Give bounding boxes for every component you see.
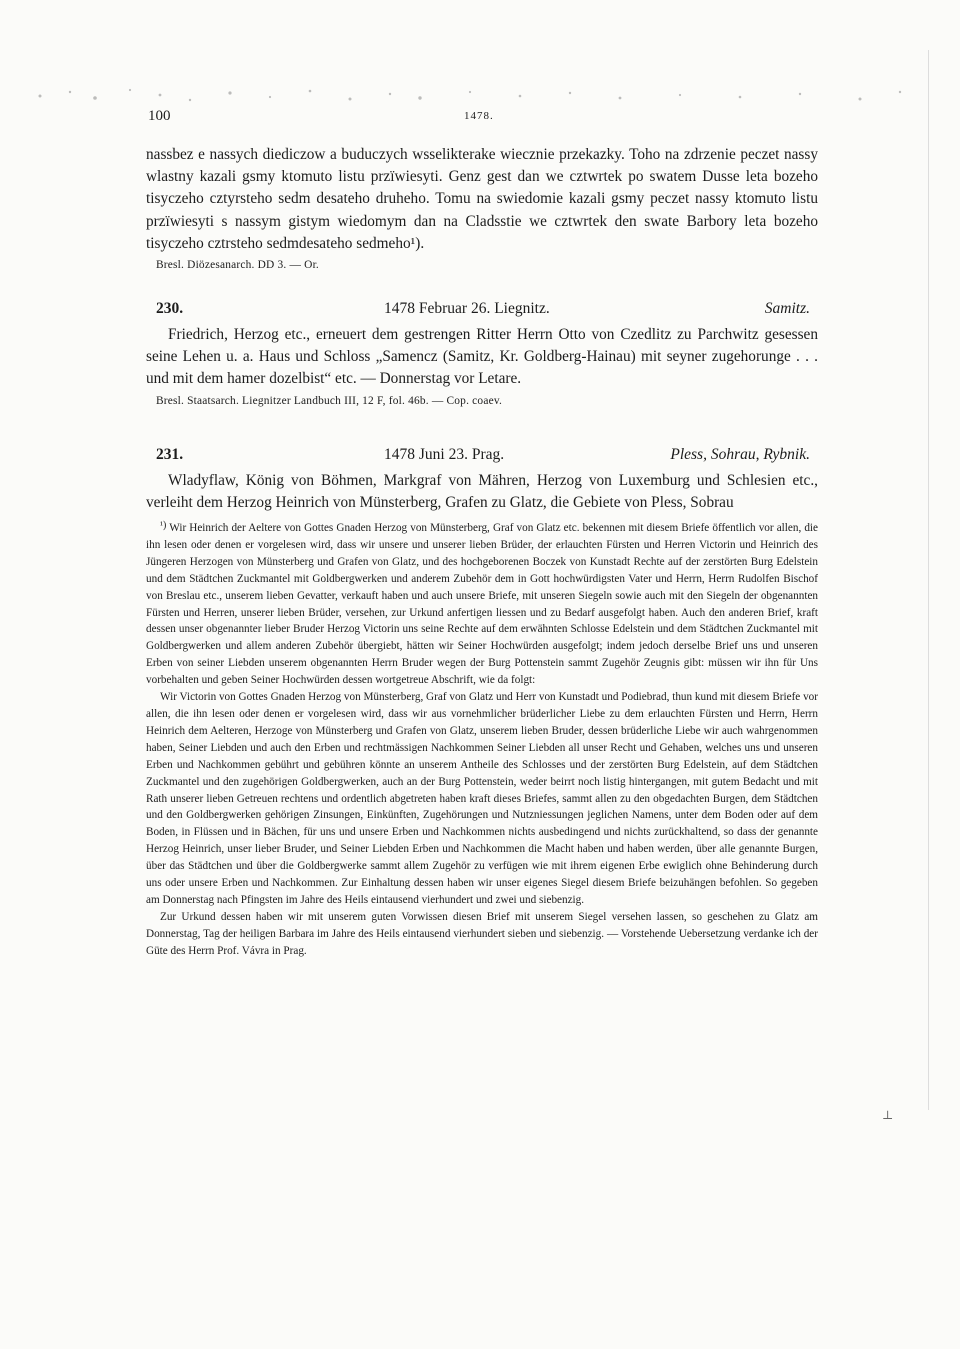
entry-231 xyxy=(146,446,818,514)
scan-margin-mark: ⊥ xyxy=(882,1108,894,1122)
scan-margin-line xyxy=(928,50,929,1110)
entry-231-number: 231. xyxy=(156,446,184,463)
footnote-marker: ¹) xyxy=(160,520,167,531)
entry-230-number: 230. xyxy=(156,300,184,317)
footnote-paragraph-1 xyxy=(146,518,818,689)
entry-previous-text: nassbez e nassych diediczow a buduczych wsselikterake wiecznie przekazky. Toho na zdrzenie peczet nassy wlastny kazali gsmy ktomuto listu przïwiesyti. Genz gest dan we cztwrtek po swatem Dusse leta bozeho tisyczeho cztyrsteho sedm desateho druheho. Tomu na swiedomie kazali gsmy peczet nassy ktomuto listu przïwiesyti s nassym gistym wiedomym dan na Cladsstie we cztwrtek den swate Barbory leta bozeho tisyczeho cztrsteho sedmdesateho sedmeho¹). xyxy=(146,146,818,252)
footnote xyxy=(146,518,818,960)
entry-230-date: 1478 Februar 26. Liegnitz. xyxy=(384,300,550,317)
entry-230 xyxy=(146,300,818,407)
entry-230-heading xyxy=(146,300,818,324)
page-year: 1478. xyxy=(464,110,494,122)
footnote-paragraph-3: Zur Urkund dessen haben wir mit unserem guten Vorwissen diesen Brief mit unserem Siegel versehen lassen, so geschehen zu Glatz am Donnerstag, Tag der heiligen Barbara im Jahre des Heils eintausend vierhundert sieben und siebenzig. — Vorstehende Uebersetzung verdanke ich der Güte des Herrn Prof. Vávra in Prag. xyxy=(146,910,818,957)
entry-230-text: Friedrich, Herzog etc., erneuert dem gestrengen Ritter Herrn Otto von Czedlitz zu Parchwitz gesessen seine Lehen u. a. Haus und Schloss „Samencz (Samitz, Kr. Goldberg-Hainau) mit seyner zugehorunge . . . und mit dem hamer dozelbist“ etc. — Donnerstag vor Letare. xyxy=(146,326,818,388)
page-number: 100 xyxy=(148,108,171,124)
entry-231-heading xyxy=(146,446,818,470)
entry-230-place: Samitz. xyxy=(764,300,810,317)
entry-231-text: Wladyflaw, König von Böhmen, Markgraf von Mähren, Herzog von Luxemburg und Schlesien etc., verleiht dem Herzog Heinrich von Münsterberg, Grafen zu Glatz, die Gebiete von Pless, Sobrau xyxy=(146,472,818,512)
footnote-paragraph-2: Wir Victorin von Gottes Gnaden Herzog von Münsterberg, Graf von Glatz und Herr von Kunstadt und Podiebrad, thun kund mit diesem Briefe vor allen, die ihn lesen oder denen er vorgelesen wird, dass wir aus vornehmlicher brüderlicher Liebe zu dem erlauchten Fürsten und Herrn, Herrn Heinrich dem Aelteren, Herzoge von Münsterberg und Grafen von Glatz, unserem lieben Bruder, dessen brüderliche Liebe wir auch wahrgenommen haben, Seiner Liebden und auch den Erben und rechtmässigen Nachkommen Seiner Liebden all unser Recht und Gehaben, welches uns und unseren Erben und Nachkommen gebührt und gebühren könnte an unserem Antheile des Schlosses und der zerstörten Burg Edelstein, auf dem Städtchen Zuckmantel und den zugehörigen Goldbergwerken, auch an der Burg Pottenstein, weder beirrt noch listig hintergangen, mit gutem Bedacht und mit Rath unserer lieben Getreuen rechtens und ordentlich abgetreten haben kraft dieses Briefes, sammt allen zu den obgedachten Burgen, dem Städtchen und den Goldbergwerken gehörigen Zinsungen, Einkünften, Zugehörungen und Nutzniessungen jeglichen Namens, unter dem Boden oder auf dem Boden, in Flüssen und in Bächen, für uns und unsere Erben und Nachkommen nichts ausbedingend und nichts zurückhaltend, so dass der genannte Herzog Heinrich, unser lieber Bruder, und Seiner Liebden Erben und Nachkommen die Macht haben und haben werden, über alle genannte Burgen, über das Städtchen und über die Goldbergwerke sammt allem Zugehör zu verfügen wie mit ihrem eigenen Erbe ewiglich ohne Behinderung durch uns oder unsere Erben und Nachkommen. Zur Einhaltung dessen haben wir unser eigenes Siegel diesem Briefe beizuhängen befohlen. So gegeben am Donnerstag nach Pfingsten im Jahre des Heils eintausend vierhundert und zwei und siebenzig. xyxy=(146,691,818,906)
page-header xyxy=(148,108,808,128)
entry-230-source: Bresl. Staatsarch. Liegnitzer Landbuch III, 12 F, fol. 46b. — Cop. coaev. xyxy=(156,394,503,407)
scan-smudges xyxy=(0,78,960,108)
entry-231-place: Pless, Sohrau, Rybnik. xyxy=(670,446,810,463)
footnote-paragraph-1-text: Wir Heinrich der Aeltere von Gottes Gnaden Herzog von Münsterberg, Graf von Glatz etc. bekennen mit diesem Briefe öffentlich vor allen, die ihn lesen oder denen er vorgelesen wird, dass wir unsere und unserer lieben Brüder, der erlauchten Fürsten und Herren Victorin und Heinrich des Jüngeren Herzogen von Münsterberg und Grafen von Glatz, und des hochgeborenen Boczek von Kunstadt Rechte auf der zerstörten Burg Edelstein und dem Städtchen Zuckmantel mit Goldbergwerken und anderem Zubehör dem in Gott hochwürdigsten Vater und Herrn, Herrn Rudolfen Bischof von Breslau etc., unserem lieben Gevatter, verkauft haben und auch unsere Briefe, mit unseren Siegeln sowie auch mit den Siegeln der obgenannten Fürsten und Herren, unserer lieben Brüder, versehen, zur Urkund anfertigen liessen und zu Bedarf ausgefolgt haben. Auch den anderen Brief, kraft dessen unser obgenannter lieber Bruder Herzog Victorin uns seine Rechte auf dem erwähnten Schlosse Edelstein und dem Städtchen Zuckmantel mit Goldbergwerken und allem anderen Zubehör übergiebt, hätten wir Seiner Hochwürden ausgefolgt; indem jedoch derselbe Brief uns und unseren Erben von seiner Liebden unserem obgenannten Herrn Bruder wegen der Burg Pottenstein sammt Zugehör Zeugnis gibt: müssen wir ihn für Uns vorbehalten und geben Seiner Hochwürden dessen wortgetreue Abschrift, wie da folgt: xyxy=(146,522,818,687)
entry-previous-source: Bresl. Diözesanarch. DD 3. — Or. xyxy=(156,259,319,272)
entry-previous xyxy=(146,144,818,271)
entry-231-date: 1478 Juni 23. Prag. xyxy=(384,446,505,463)
